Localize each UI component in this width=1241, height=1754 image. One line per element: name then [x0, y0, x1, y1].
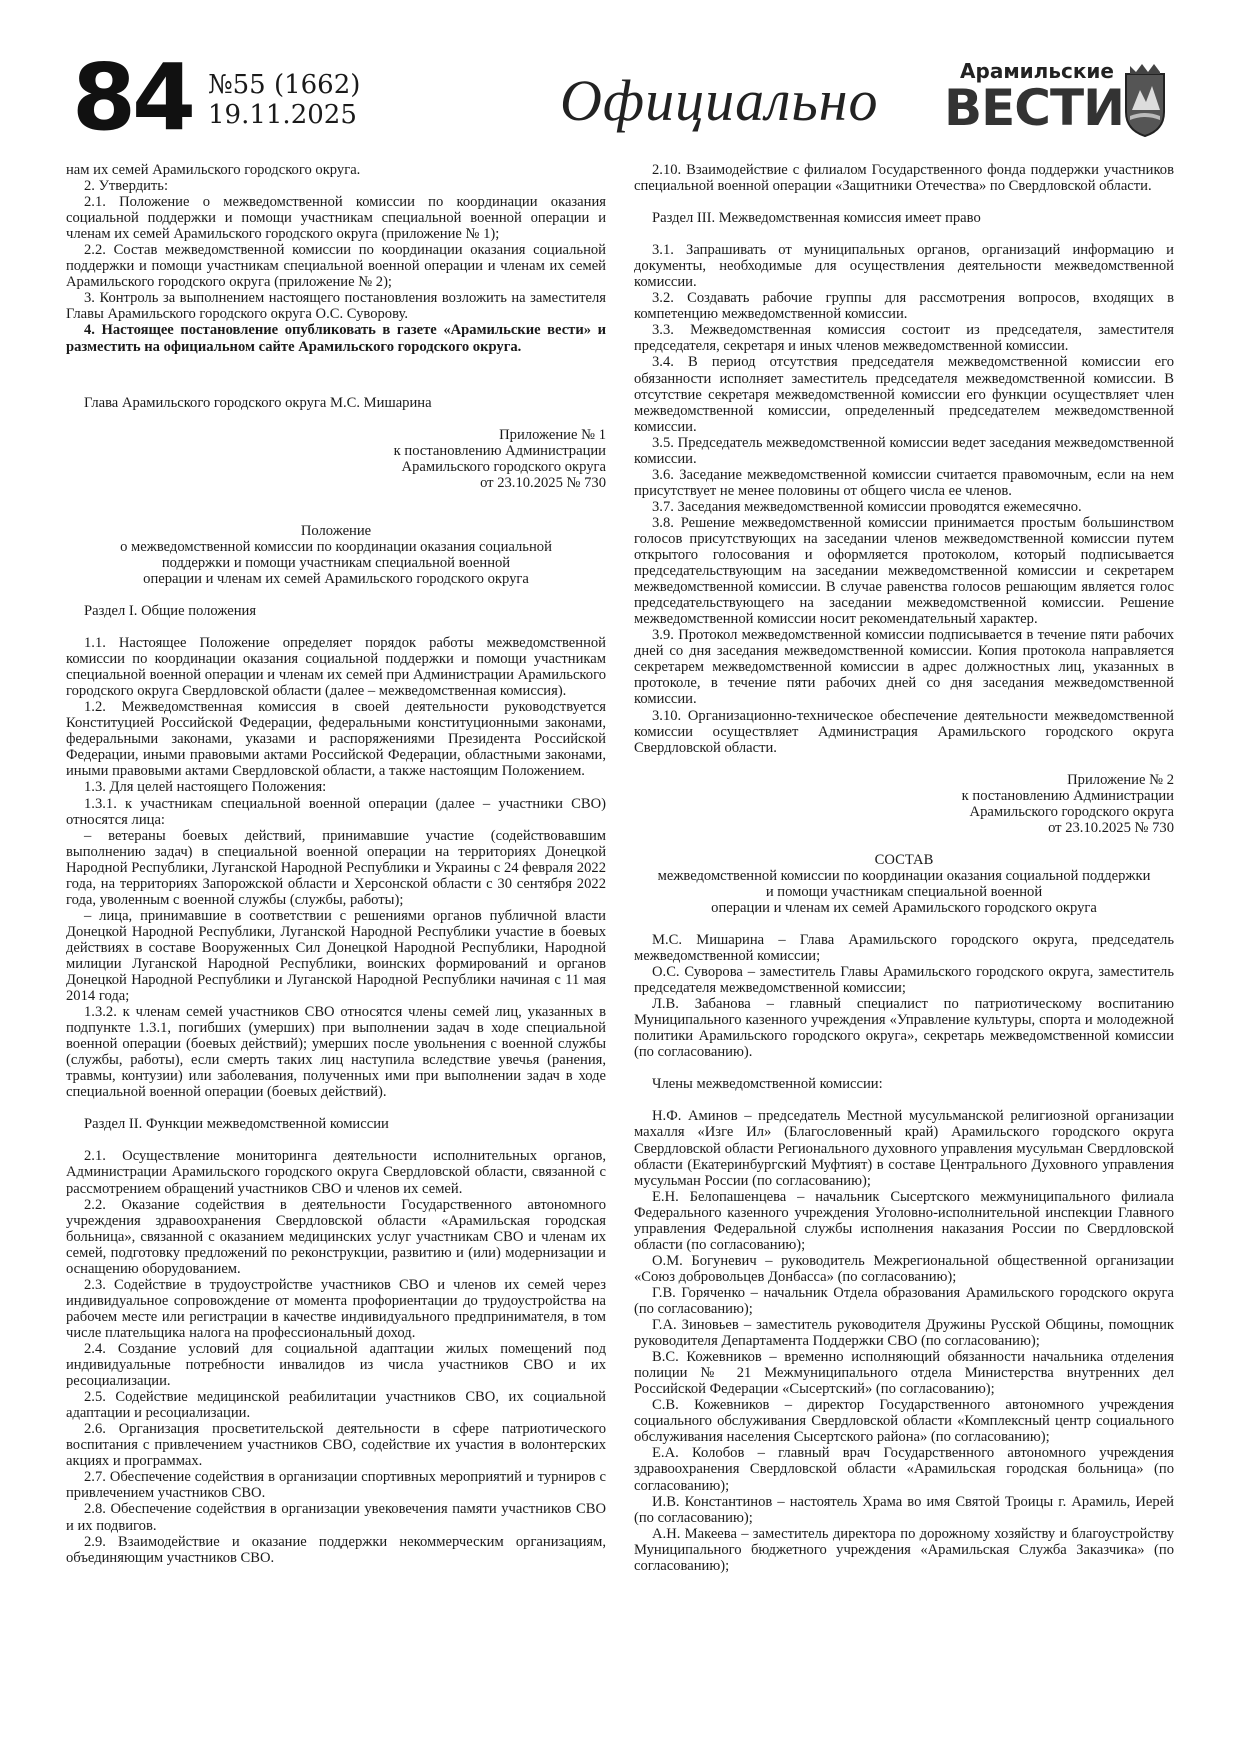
paragraph: 2.2. Оказание содействия в деятельности Государственного автономного учреждения здравоохранения Свердловской области «Арамильская городская больница», связанной с оказанием медицинских услуг участникам СВО и членам их семей, подготовку предложений по реконструкции, развитию и (или) модернизации и оснащению оборудованием.	[66, 1196, 606, 1277]
member-entry: О.С. Суворова – заместитель Главы Арамильского городского округа, заместитель председателя межведомственной комиссии;	[634, 964, 1174, 997]
paragraph: 3.9. Протокол межведомственной комиссии подписывается в течение пяти рабочих дней со дня заседания межведомственной комиссии. Копия протокола направляется секретарем межведомственной комиссии в адрес должностных лиц, указанных в протоколе, в течение пяти рабочих дней со дня заседания межведомственной комиссии.	[634, 627, 1174, 708]
document-title: операции и членам их семей Арамильского городского округа	[143, 570, 529, 587]
paragraph: 2.5. Содействие медицинской реабилитации участников СВО, их социальной адаптации и ресоциализации.	[66, 1389, 606, 1422]
paragraph: 3.2. Создавать рабочие группы для рассмотрения вопросов, входящих в компетенцию межведомственной комиссии.	[634, 290, 1174, 323]
paragraph: 4. Настоящее постановление опубликовать в газете «Арамильские вести» и разместить на официальном сайте Арамильского городского округа.	[66, 322, 606, 355]
paragraph: 3.6. Заседание межведомственной комиссии считается правомочным, если на нем присутствует не менее половины от общего числа ее членов.	[634, 466, 1174, 499]
city-coat-of-arms-icon	[1122, 60, 1168, 138]
paragraph: 1.1. Настоящее Положение определяет порядок работы межведомственной комиссии по координации оказания социальной поддержки и помощи участникам специальной военной операции и членам их семей при Администрации Арамильского городского округа Свердловской области (далее – межведомственная комиссия).	[66, 635, 606, 700]
paragraph: 3.7. Заседания межведомственной комиссии проводятся ежемесячно.	[652, 498, 1082, 515]
member-entry: И.В. Константинов – настоятель Храма во имя Святой Троицы г. Арамиль, Иерей (по согласованию);	[634, 1493, 1174, 1526]
paragraph: 2.7. Обеспечение содействия в организации спортивных мероприятий и турниров с привлечением участников СВО.	[66, 1469, 606, 1502]
member-entry: Н.Ф. Аминов – председатель Местной мусульманской религиозной организации махалля «Изге Ил» (Благословенный край) Арамильского городского округа Свердловской области Регионального духовного управления мусульман Свердловской области (Екатеринбургский Муфтият) в составе Центрального Духовного управления мусульман России (по согласованию);	[634, 1108, 1174, 1189]
member-entry: О.М. Богуневич – руководитель Межрегиональной общественной организации «Союз добровольцев Донбасса» (по согласованию);	[634, 1252, 1174, 1285]
paragraph: 3.4. В период отсутствия председателя межведомственной комиссии его обязанности исполняет заместитель председателя межведомственной комиссии. В отсутствие секретаря межведомственной комиссии его функции осуществляет член межведомственной комиссии, определенный председателем межведомственной комиссии.	[634, 354, 1174, 435]
paragraph: 1.3.1. к участникам специальной военной операции (далее – участники СВО) относятся лица:	[66, 795, 606, 828]
member-entry: Г.А. Зиновьев – заместитель руководителя Дружины Русской Общины, помощник руководителя Департамента Поддержки СВО (по согласованию);	[634, 1317, 1174, 1350]
section-heading: Раздел II. Функции межведомственной комиссии	[84, 1116, 389, 1133]
left-column	[66, 162, 606, 1566]
paragraph: 2.8. Обеспечение содействия в организации увековечения памяти участников СВО и их подвигов.	[66, 1501, 606, 1534]
document-title: о межведомственной комиссии по координации оказания социальной	[120, 538, 552, 555]
composition-title: и помощи участникам специальной военной	[765, 883, 1043, 900]
section-title: Официально	[560, 68, 879, 133]
paragraph: 2.6. Организация просветительской деятельности в сфере патриотического воспитания с привлечением участников СВО, содействие их участия в волонтерских акциях и программах.	[66, 1421, 606, 1470]
issue-date: 19.11.2025	[208, 100, 357, 130]
paragraph: 2.1. Положение о межведомственной комиссии по координации оказания социальной поддержки и помощи участникам специальной военной операции и членам их семей Арамильского городского округа (приложение № 1);	[66, 194, 606, 243]
appendix-1-line: Приложение № 1	[499, 426, 606, 443]
logo-main-text: ВЕСТИ	[944, 79, 1124, 137]
paragraph: 3.5. Председатель межведомственной комиссии ведет заседания межведомственной комиссии.	[634, 434, 1174, 467]
appendix-2-line: к постановлению Администрации	[961, 787, 1174, 804]
paragraph: – ветераны боевых действий, принимавшие участие (содействовавшим выполнению задач) в специальной военной операции на территориях Донецкой Народной Республики, Луганской Народной Республики и Украины с 24 февраля 2022 года, на территориях Запорожской области и Херсонской области с 30 сентября 2022 года, уволенным с военной службы (службы, работы);	[66, 827, 606, 908]
paragraph: 3.1. Запрашивать от муниципальных органов, организаций информацию и документы, необходимые для осуществления деятельности межведомственной комиссии.	[634, 242, 1174, 291]
paragraph: 1.2. Межведомственная комиссия в своей деятельности руководствуется Конституцией Российской Федерации, федеральными конституционными законами, федеральными законами, указами и распоряжениями Президента Российской Федерации, иными правовыми актами Российской Федерации, областными законами, иными правовыми актами Свердловской области, а также настоящим Положением.	[66, 699, 606, 780]
paragraph: 3.3. Межведомственная комиссия состоит из председателя, заместителя председателя, секретаря и иных членов межведомственной комиссии.	[634, 322, 1174, 355]
appendix-2-line: Приложение № 2	[1067, 771, 1174, 788]
members-heading: Члены межведомственной комиссии:	[652, 1076, 883, 1093]
member-entry: Е.А. Колобов – главный врач Государственного автономного учреждения здравоохранения Свердловской области «Арамильская городская больница» (по согласованию);	[634, 1445, 1174, 1494]
newspaper-logo	[944, 60, 1170, 140]
paragraph: 2.4. Создание условий для социальной адаптации жилых помещений под индивидуальные потребности инвалидов из числа участников СВО и их ресоциализации.	[66, 1341, 606, 1390]
paragraph: 2.3. Содействие в трудоустройстве участников СВО и членов их семей через индивидуальное сопровождение от момента профориентации до трудоустройства на рабочем месте или регистрации в качестве индивидуального предпринимателя, в том числе плательщика налога на профессиональный доход.	[66, 1276, 606, 1341]
paragraph: 3.8. Решение межведомственной комиссии принимается простым большинством голосов присутствующих на заседании членов межведомственной комиссии путем открытого голосования и оформляется протоколом, который подписывается председательствующим на заседании межведомственной комиссии и секретарем межведомственной комиссии. В случае равенства голосов решающим является голос председательствующего на заседании межведомственной комиссии. Решение межведомственной комиссии носит рекомендательный характер.	[634, 514, 1174, 628]
composition-title: СОСТАВ	[874, 851, 934, 868]
paragraph: нам их семей Арамильского городского округа.	[66, 162, 361, 178]
member-entry: М.С. Мишарина – Глава Арамильского городского округа, председатель межведомственной комиссии;	[634, 932, 1174, 965]
member-entry: А.Н. Макеева – заместитель директора по дорожному хозяйству и благоустройству Муниципального бюджетного учреждения «Арамильская Служба Заказчика» (по согласованию);	[634, 1525, 1174, 1574]
member-entry: Г.В. Горяченко – начальник Отдела образования Арамильского городского округа (по согласованию);	[634, 1284, 1174, 1317]
paragraph: 2. Утвердить:	[84, 178, 169, 195]
document-title: поддержки и помощи участникам специальной военной	[161, 554, 511, 571]
logo-top-text: Арамильские	[960, 59, 1114, 83]
page-number: 84	[72, 44, 193, 151]
issue-number: №55 (1662)	[208, 70, 361, 100]
appendix-1-line: от 23.10.2025 № 730	[480, 474, 606, 491]
section-heading: Раздел I. Общие положения	[84, 602, 257, 619]
member-entry: Л.В. Забанова – главный специалист по патриотическому воспитанию Муниципального казенного учреждения «Управление культуры, спорта и молодежной политики Арамильского городского округа», секретарь межведомственной комиссии (по согласованию).	[634, 996, 1174, 1061]
appendix-1-line: Арамильского городского округа	[401, 458, 606, 475]
paragraph: 2.1. Осуществление мониторинга деятельности исполнительных органов, Администрации Арамильского городского округа Свердловской области, связанной с рассмотрением обращений участников СВО и членов их семей.	[66, 1148, 606, 1197]
member-entry: В.С. Кожевников – временно исполняющий обязанности начальника отделения полиции № 21 Межмуниципального отдела Министерства внутренних дел Российской Федерации «Сысертский» (по согласованию);	[634, 1349, 1174, 1398]
composition-title: межведомственной комиссии по координации оказания социальной поддержки	[657, 867, 1151, 884]
right-column	[634, 162, 1174, 1574]
paragraph: 2.9. Взаимодействие и оказание поддержки некоммерческим организациям, объединяющим участников СВО.	[66, 1533, 606, 1566]
paragraph: 1.3.2. к членам семей участников СВО относятся члены семей лиц, указанных в подпункте 1.3.1, погибших (умерших) при выполнении задач в ходе специальной военной операции (боевых действий); умерших после увольнения с военной службы (службы, работы), если смерть таких лиц наступила вследствие увечья (ранения, травмы, контузии) или заболевания, полученных ими при выполнении задач в ходе специальной военной операции (боевых действий).	[66, 1004, 606, 1101]
paragraph: – лица, принимавшие в соответствии с решениями органов публичной власти Донецкой Народной Республики, Луганской Народной Республики участие в боевых действиях в составе Вооруженных Сил Донецкой Народной Республики, Народной милиции Луганской Народной Республики, воинских формирований и органов Донецкой Народной Республики и Луганской Народной Республики начиная с 11 мая 2014 года;	[66, 907, 606, 1005]
appendix-2-line: Арамильского городского округа	[969, 803, 1174, 820]
paragraph: 3.10. Организационно-техническое обеспечение деятельности межведомственной комиссии осуществляет Администрация Арамильского городского округа Свердловской области.	[634, 707, 1174, 756]
composition-title: операции и членам их семей Арамильского городского округа	[711, 899, 1097, 916]
appendix-2-line: от 23.10.2025 № 730	[1048, 819, 1174, 836]
appendix-1-line: к постановлению Администрации	[393, 442, 606, 459]
page-header	[0, 0, 1241, 160]
paragraph: 2.10. Взаимодействие с филиалом Государственного фонда поддержки участников специальной военной операции «Защитники Отечества» по Свердловской области.	[634, 162, 1174, 195]
section-heading: Раздел III. Межведомственная комиссия имеет право	[652, 210, 981, 227]
member-entry: С.В. Кожевников – директор Государственного автономного учреждения социального обслуживания Свердловской области «Комплексный центр социального обслуживания населения Сысертского района» (по согласованию);	[634, 1397, 1174, 1446]
paragraph: 3. Контроль за выполнением настоящего постановления возложить на заместителя Главы Арамильского городского округа О.С. Суворову.	[66, 290, 606, 323]
document-title: Положение	[300, 522, 372, 539]
paragraph: 2.2. Состав межведомственной комиссии по координации оказания социальной поддержки и помощи участникам специальной военной операции и членам их семей Арамильского городского округа (приложение № 2);	[66, 242, 606, 291]
paragraph: 1.3. Для целей настоящего Положения:	[84, 779, 327, 796]
signature: Глава Арамильского городского округа М.С. Мишарина	[84, 394, 432, 411]
member-entry: Е.Н. Белопашенцева – начальник Сысертского межмуниципального филиала Федерального казенного учреждения Уголовно-исполнительной инспекции Главного управления Федеральной службы исполнения наказания России по Свердловской области (по согласованию);	[634, 1188, 1174, 1253]
issue-info	[208, 70, 360, 130]
